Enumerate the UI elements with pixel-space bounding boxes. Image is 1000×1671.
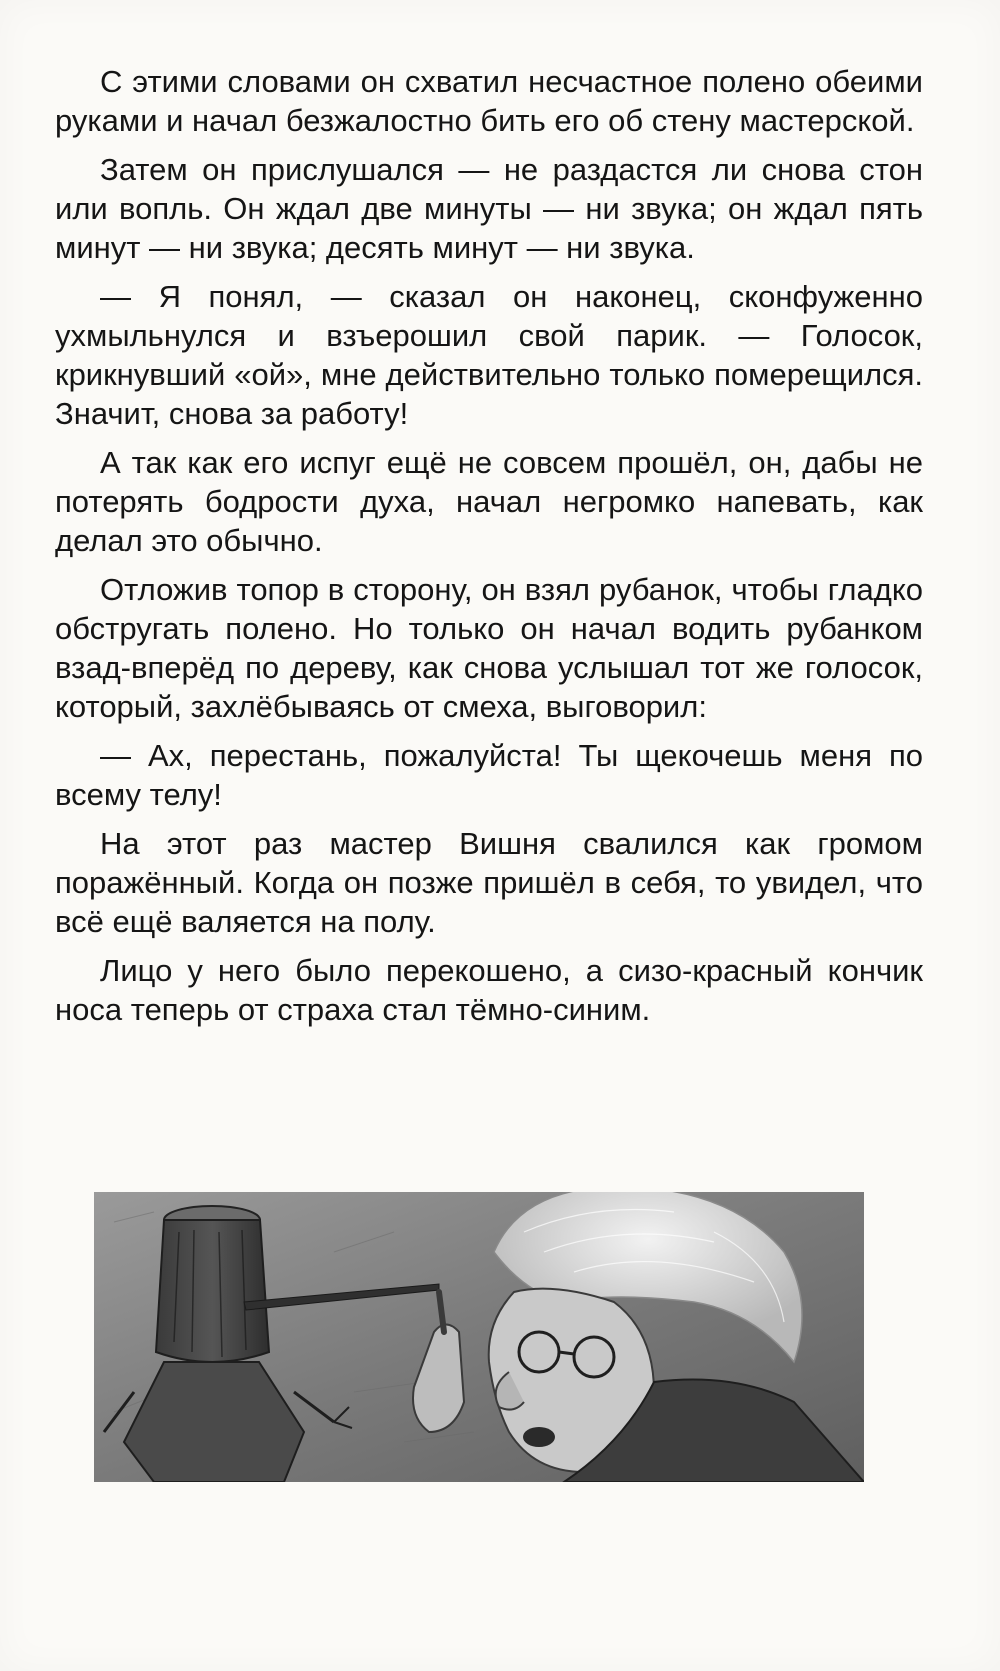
paragraph-2: Затем он прислушался — не раздастся ли снова стон или вопль. Он ждал две минуты — ни звука; он ждал пять минут — ни звука; десять минут — ни звука. bbox=[55, 152, 923, 265]
paragraph-8: Лицо у него было перекошено, а сизо-красный кончик носа теперь от страха стал тёмно-синим. bbox=[55, 953, 923, 1027]
paragraph-4: А так как его испуг ещё не совсем прошёл, он, дабы не потерять бодрости духа, начал негромко напевать, как делал это обычно. bbox=[55, 445, 923, 558]
paragraph-7: На этот раз мастер Вишня свалился как громом поражённый. Когда он позже пришёл в себя, то увидел, что всё ещё валяется на полу. bbox=[55, 826, 923, 939]
story-text bbox=[55, 62, 923, 1039]
paragraph-3: — Я понял, — сказал он наконец, сконфуженно ухмыльнулся и взъерошил свой парик. — Голосок, крикнувший «ой», мне действительно только померещился. Значит, снова за работу! bbox=[55, 279, 923, 431]
paragraph-5: Отложив топор в сторону, он взял рубанок, чтобы гладко обстругать полено. Но только он начал водить рубанком взад-вперёд по дереву, как снова услышал тот же голосок, который, захлёбываясь от смеха, выговорил: bbox=[55, 572, 923, 724]
paragraph-1: С этими словами он схватил несчастное полено обеими руками и начал безжалостно бить его об стену мастерской. bbox=[55, 64, 923, 138]
paragraph-6: — Ах, перестань, пожалуйста! Ты щекочешь меня по всему телу! bbox=[55, 738, 923, 812]
log-and-old-man-illustration bbox=[94, 1192, 864, 1482]
